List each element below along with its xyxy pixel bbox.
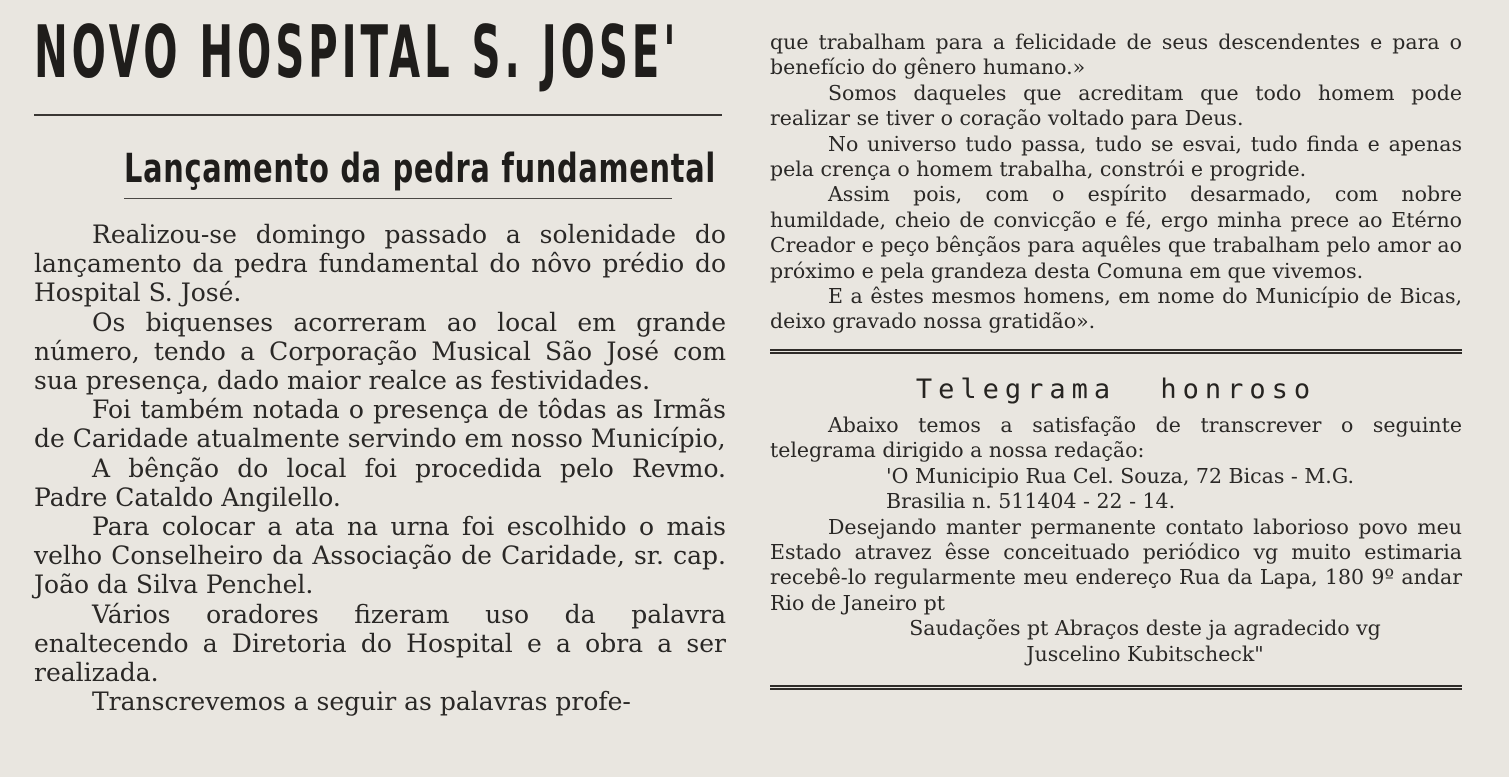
right-column <box>770 30 1462 690</box>
speech-paragraph: Assim pois, com o espírito desarmado, com nobre humildade, cheio de convicção e fé, ergo minha prece ao Etérno Creador e peço bênçãos para aquêles que trabalham pelo amor ao próximo e pela grandeza desta Comuna em que vivemos. <box>770 182 1462 283</box>
article-paragraph: Os biquenses acorreram ao local em grande número, tendo a Corporação Musical São José com sua presença, dado maior realce as festividades. <box>34 307 726 396</box>
section-divider <box>770 685 1462 690</box>
article-paragraph: Transcrevemos a seguir as palavras profe- <box>92 687 631 717</box>
speech-continuation <box>770 30 1462 335</box>
telegram-intro: Abaixo temos a satisfação de transcrever o seguinte telegrama dirigido a nossa redação: <box>770 412 1462 463</box>
telegram-body <box>770 413 1462 667</box>
telegram-signature: Juscelino Kubitscheck" <box>1026 641 1264 666</box>
telegram-address: 'O Municipio Rua Cel. Souza, 72 Bicas - M.G. <box>886 463 1354 488</box>
article-paragraph: Foi também notada o presença de tôdas as Irmãs de Caridade atualmente servindo em nosso Município, <box>34 395 726 454</box>
telegram-title: Telegrama honroso <box>915 373 1317 405</box>
headline-rule <box>34 114 722 116</box>
left-column <box>34 6 726 717</box>
article-paragraph: A bênção do local foi procedida pelo Revmo. Padre Cataldo Angilello. <box>34 453 726 512</box>
subheadline: Lançamento da pedra fundamental <box>124 146 716 192</box>
article-paragraph: Vários oradores fizeram uso da palavra enaltecendo a Diretoria do Hospital e a obra a ser realizada. <box>34 599 726 688</box>
article-paragraph: Para colocar a ata na urna foi escolhido o mais velho Conselheiro da Associação de Caridade, sr. cap. João da Silva Penchel. <box>34 512 726 600</box>
speech-paragraph: E a êstes mesmos homens, em nome do Município de Bicas, deixo gravado nossa gratidão». <box>770 284 1462 334</box>
section-divider <box>770 349 1462 354</box>
speech-paragraph: No universo tudo passa, tudo se esvai, tudo finda e apenas pela crença o homem trabalha, constrói e progride. <box>770 131 1462 182</box>
telegram-closing: Saudações pt Abraços deste ja agradecido vg <box>909 616 1381 641</box>
telegram-text: Desejando manter permanente contato laborioso povo meu Estado atravez êsse conceituado periódico vg muito estimaria recebê-lo regularmente meu endereço Rua da Lapa, 180 9º andar Rio de Janeiro pt <box>770 514 1462 615</box>
article-paragraph: Realizou-se domingo passado a solenidade do lançamento da pedra fundamental do nôvo prédio do Hospital S. José. <box>34 220 726 308</box>
headline: NOVO HOSPITAL S. JOSE' <box>34 10 680 94</box>
telegram-reference: Brasilia n. 511404 - 22 - 14. <box>886 489 1176 514</box>
subheadline-rule <box>124 198 672 199</box>
article-body <box>34 220 726 716</box>
continued-paragraph: que trabalham para a felicidade de seus descendentes e para o benefício do gênero humano.» <box>770 30 1462 80</box>
speech-paragraph: Somos daqueles que acreditam que todo homem pode realizar se tiver o coração voltado para Deus. <box>770 80 1462 131</box>
